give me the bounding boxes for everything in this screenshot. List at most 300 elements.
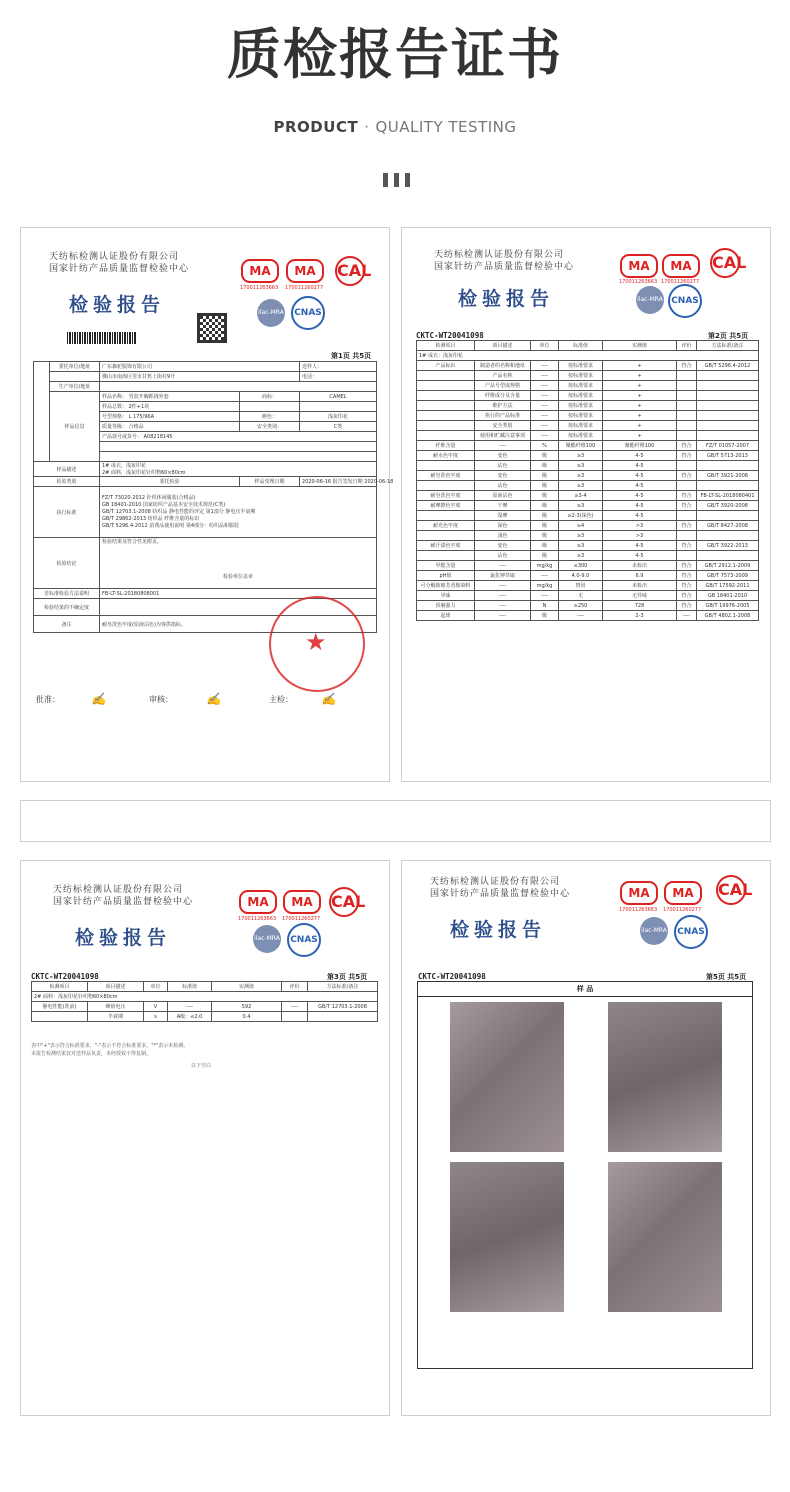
table-cell xyxy=(32,1012,88,1022)
table-cell xyxy=(677,381,697,391)
approve-label: 批准： xyxy=(36,695,60,704)
page-3-results-table: 检测项目 项目描述 单位 标准值 实测值 评价 方法标准/备注 2# 面料：浅灰印花针织物60×80cm 静电性能(洗前) 峰值电压 V ---- 592 ---- GB/T 12703.1-2008 半衰期 s A级：≤2.0 0.4 xyxy=(31,981,378,1022)
table-cell: ---- xyxy=(475,591,531,601)
page-2-results-table: 检测项目 项目描述 单位 标准值 实测值 评价 方法标准/备注 1# 成衣：浅灰印花 产品标识 制造者的名称和地址 ---- 按标准要求 + 符合 GB/T 5296.4-2012 产品名称 ---- 按标准要求 + 产品号型或规格 ---- 按标准要求 + 纤维成分及含量 ---- 按标准要求 + 维护方法 ---- 按标准要求 + 执行的产品标准 ---- 按标准要求 + 安全类别 ---- 按标准要求 + 使用和贮藏注意事项 ---- 按标准要求 + 纤维含量 ---- % 聚酯纤维100 聚酯纤维100 符合 FZ/T 01057-2007 耐水色牢度 变色 级 ≥3 4-5 符合 GB/T 5713-2013 沾色 级 ≥3 4-5 耐皂洗色牢度 变色 级 ≥3 4-5 符合 GB/T 3921-2008 沾色 级 ≥3 4-5 耐皂洗色牢度 原液沾色 级 ≥3-4 4-5 符合 FB-LT-SL-2018080401 耐摩擦色牢度 干摩 级 ≥3 4-5 符合 GB/T 3920-2008 湿摩 级 ≥2-3(深色) 4-5 耐光色牢度 深色 级 ≥4 >3 符合 GB/T 8427-2008 浅色 级 ≥3 >3 耐汗渍色牢度 变色 级 ≥3 4-5 符合 GB/T 3922-2013 沾色 级 ≥3 4-5 甲醛含量 ---- mg/kg ≤300 未检出 符合 GB/T 2912.1-2009 pH值 氯化钾萃取 ---- 4.0-9.0 6.9 符合 GB/T 7573-2009 可分解致癌芳香胺染料 ---- mg/kg 禁用 未检出 符合 GB/T 17592-2011 异味 ---- ---- 无 无异味 符合 GB 18401-2010 顶破强力 ---- N ≥250 728 符合 GB/T 19976-2005 起球 ---- 级 ---- 2-3 ---- GB/T 4802.1-2008 xyxy=(416,340,759,621)
table-cell: + xyxy=(603,401,677,411)
table-cell xyxy=(697,381,759,391)
table-cell: 4-5 xyxy=(603,501,677,511)
standards-list: FZ/T 73020-2012 针织休闲服装(合格品) GB 18401-2010 国家纺织产品基本安全技术规范(C类) GB/T 12703.1-2008 纺织品 静电性能的评定 第1部分 静电压半衰期 GB/T 29862-2013 纺织品 纤维含量的标识 GB/T 5296.4-2012 消费品使用说明 第4部分：纺织品和服装 xyxy=(100,487,377,538)
table-cell: GB/T 12703.1-2008 xyxy=(308,1002,378,1012)
table-cell: 静电性能(洗前) xyxy=(32,1002,88,1012)
table-cell: 按标准要求 xyxy=(559,361,603,371)
table-cell: ---- xyxy=(282,1002,308,1012)
table-cell: GB/T 7573-2009 xyxy=(697,571,759,581)
table-cell: ≥3 xyxy=(559,471,603,481)
table-row xyxy=(417,411,759,421)
cal-logo-icon: CAL xyxy=(716,875,746,905)
sample-photo-fabric-signed xyxy=(608,1162,722,1312)
cnas-logo-icon: CNAS xyxy=(674,915,708,949)
table-cell: 级 xyxy=(531,491,559,501)
table-cell: 级 xyxy=(531,461,559,471)
table-cell: 符合 xyxy=(677,591,697,601)
table-cell: 2-3 xyxy=(603,611,677,621)
sample-header: 样 品 xyxy=(418,982,752,997)
table-cell: ≥3 xyxy=(559,551,603,561)
table-cell: 变色 xyxy=(475,541,531,551)
table-cell xyxy=(417,461,475,471)
end-marker: 以下空白 xyxy=(191,1063,212,1069)
table-cell: + xyxy=(603,421,677,431)
table-cell: 按标准要求 xyxy=(559,391,603,401)
ilac-logo-icon: ilac-MRA xyxy=(253,925,281,953)
table-cell: 符合 xyxy=(677,581,697,591)
table-cell xyxy=(697,461,759,471)
table-cell: ≥3 xyxy=(559,541,603,551)
table-cell xyxy=(677,531,697,541)
table-cell: 4-5 xyxy=(603,541,677,551)
table-cell: 按标准要求 xyxy=(559,411,603,421)
table-cell: ≤300 xyxy=(559,561,603,571)
table-cell: 级 xyxy=(531,471,559,481)
table-cell: 氯化钾萃取 xyxy=(475,571,531,581)
table-cell: 4-5 xyxy=(603,551,677,561)
cma-logo-icon: MA xyxy=(283,890,321,914)
table-cell: 未检出 xyxy=(603,561,677,571)
table-cell xyxy=(677,411,697,421)
table-cell: GB/T 2912.1-2009 xyxy=(697,561,759,571)
table-cell: ---- xyxy=(531,571,559,581)
table-cell: 按标准要求 xyxy=(559,431,603,441)
table-cell xyxy=(417,421,475,431)
table-cell: + xyxy=(603,361,677,371)
table-cell xyxy=(677,391,697,401)
table-cell: ---- xyxy=(168,1002,212,1012)
table-cell: GB/T 8427-2008 xyxy=(697,521,759,531)
qr-code-icon xyxy=(197,313,227,343)
report-page-3-panel xyxy=(20,860,390,1416)
table-cell: pH值 xyxy=(417,571,475,581)
table-cell: mg/kg xyxy=(531,581,559,591)
table-cell: 纤维含量 xyxy=(417,441,475,451)
table-cell xyxy=(417,551,475,561)
table-cell xyxy=(697,371,759,381)
table-cell: 制造者的名称和地址 xyxy=(475,361,531,371)
cma-number: 170011263663 xyxy=(619,279,658,285)
table-cell: 聚酯纤维100 xyxy=(559,441,603,451)
table-row xyxy=(417,391,759,401)
cma-logo-icon: MA xyxy=(664,881,702,905)
table-cell: 未检出 xyxy=(603,581,677,591)
table-cell: ---- xyxy=(475,441,531,451)
table-cell: ≥2-3(深色) xyxy=(559,511,603,521)
table-row xyxy=(417,471,759,481)
table-cell: 符合 xyxy=(677,561,697,571)
org-name: 天纺标检测认证股份有限公司 国家针纺产品质量监督检验中心 xyxy=(430,877,571,899)
table-cell: 起球 xyxy=(417,611,475,621)
table-row xyxy=(32,1002,378,1012)
table-cell: 符合 xyxy=(677,471,697,481)
table-row xyxy=(417,501,759,511)
table-cell: ---- xyxy=(475,581,531,591)
report-code: CKTC-WT20041098 xyxy=(31,972,99,981)
table-row xyxy=(417,491,759,501)
table-cell: V xyxy=(144,1002,168,1012)
org-name: 天纺标检测认证股份有限公司 国家针纺产品质量监督检验中心 xyxy=(53,885,194,907)
table-cell: GB/T 5296.4-2012 xyxy=(697,361,759,371)
table-cell: 级 xyxy=(531,531,559,541)
table-cell: ---- xyxy=(475,601,531,611)
review-label: 审核： xyxy=(149,695,173,704)
table-cell: 沾色 xyxy=(475,481,531,491)
table-cell: 产品标识 xyxy=(417,361,475,371)
table-cell xyxy=(677,511,697,521)
table-cell: ---- xyxy=(475,611,531,621)
table-cell: 可分解致癌芳香胺染料 xyxy=(417,581,475,591)
table-cell xyxy=(677,421,697,431)
table-cell xyxy=(697,511,759,521)
report-title: 检验报告 xyxy=(69,294,166,316)
report-page-5 xyxy=(414,871,760,1376)
table-cell: 符合 xyxy=(677,491,697,501)
cal-logo-icon: CAL xyxy=(329,887,359,917)
table-cell: 异味 xyxy=(417,591,475,601)
subtitle-quality-testing: QUALITY TESTING xyxy=(375,118,517,136)
table-cell: 执行的产品标准 xyxy=(475,411,531,421)
table-cell: 半衰期 xyxy=(88,1012,144,1022)
sample-photo-tag-detail xyxy=(450,1162,564,1312)
table-row xyxy=(417,401,759,411)
table-cell: N xyxy=(531,601,559,611)
barcode-icon xyxy=(67,332,137,344)
report-code: CKTC-WT20041098 xyxy=(416,331,484,340)
table-cell: 产品名称 xyxy=(475,371,531,381)
page-1-form-table: 委托单位/地址 广东森驼服饰有限公司 送样人： 佛山市南海区里水甘蕉上街村9号 电话： 生产单位/地址 样品信息 样品名称： 男款开胸抓绒外套 商标： CAMEL 样品总数： 2件+1块 号型规格： L 175/96A 颜色： 浅灰印花 质量等级： 合格品 安全类别： C类 产品款号或货号： A08218145 样品描述 1# 成衣，浅灰印花 2# 面料，浅灰印花针织物60×80cm 检验类别 委托检验 样品受理日期 2020-06-16 报告签发日期 2020-06-18 执行标准 FZ/T 73020-2012 针织休闲服装(合格品) GB 18401-2010 国家纺织产品基本安全技术规范(C类) GB/T 12703.1-2008 纺织品 静电性能的评定 第1部分 静电压半衰期 GB/T 29862-2013 纺织品 纤维含量的标识 GB/T 5296.4-2012 消费品使用说明 第4部分：纺织品和服装 检验结论 检验结果及符合性见附页。 检验单位盖章 非标准检验方法说明 FB-LT-SL-20180808001 检验结果的不确定度 备注 耐皂洗色牢度(原液沾色)为客供指标。 xyxy=(33,361,377,633)
table-cell xyxy=(677,401,697,411)
table-cell: + xyxy=(603,411,677,421)
table-cell: 维护方法 xyxy=(475,401,531,411)
table-row xyxy=(417,611,759,621)
cma-number: 170011260277 xyxy=(663,907,702,913)
table-cell: 4-5 xyxy=(603,491,677,501)
table-cell: 深色 xyxy=(475,521,531,531)
table-cell: 级 xyxy=(531,451,559,461)
signature: ✍ xyxy=(206,692,221,706)
table-row xyxy=(417,571,759,581)
table-cell xyxy=(282,1012,308,1022)
table-cell: 4-5 xyxy=(603,481,677,491)
table-row xyxy=(417,531,759,541)
cma-logo-icon: MA xyxy=(620,254,658,278)
table-cell: 符合 xyxy=(677,541,697,551)
table-cell xyxy=(677,461,697,471)
table-row xyxy=(417,371,759,381)
table-cell: 4-5 xyxy=(603,451,677,461)
table-cell: ≥4 xyxy=(559,521,603,531)
cnas-logo-icon: CNAS xyxy=(287,923,321,957)
cma-logo-icon: MA xyxy=(286,259,324,283)
table-cell: ≥3 xyxy=(559,451,603,461)
table-cell xyxy=(417,411,475,421)
sample-photo-label-tags xyxy=(608,1002,722,1152)
page-number: 第5页 共5页 xyxy=(706,973,747,981)
table-row xyxy=(417,581,759,591)
table-cell: 592 xyxy=(212,1002,282,1012)
table-cell xyxy=(697,531,759,541)
page-number: 第3页 共5页 xyxy=(327,973,368,981)
cma-logo-icon: MA xyxy=(662,254,700,278)
table-cell: GB/T 3920-2008 xyxy=(697,501,759,511)
table-cell: 符合 xyxy=(677,521,697,531)
table-cell: ---- xyxy=(531,591,559,601)
subtitle-dot: · xyxy=(364,118,370,136)
table-cell xyxy=(697,401,759,411)
report-page-2 xyxy=(414,244,760,749)
table-cell: 符合 xyxy=(677,441,697,451)
table-cell: ≥250 xyxy=(559,601,603,611)
table-cell: ---- xyxy=(531,381,559,391)
table-cell: 符合 xyxy=(677,501,697,511)
table-cell xyxy=(308,1012,378,1022)
signature: ✍ xyxy=(91,692,106,706)
table-cell xyxy=(417,481,475,491)
table-cell: 级 xyxy=(531,481,559,491)
table-cell: GB/T 4802.1-2008 xyxy=(697,611,759,621)
table-cell: 无异味 xyxy=(603,591,677,601)
table-cell: ---- xyxy=(531,361,559,371)
table-cell: % xyxy=(531,441,559,451)
cma-number: 170011263663 xyxy=(240,285,279,291)
report-page-2-panel xyxy=(401,227,771,782)
table-row xyxy=(417,551,759,561)
report-page-1 xyxy=(31,246,394,706)
table-cell xyxy=(697,431,759,441)
table-cell xyxy=(677,431,697,441)
table-cell: 纤维成分及含量 xyxy=(475,391,531,401)
table-cell: ---- xyxy=(531,431,559,441)
table-cell: 湿摩 xyxy=(475,511,531,521)
table-row xyxy=(417,591,759,601)
table-row xyxy=(417,541,759,551)
table-cell: 级 xyxy=(531,501,559,511)
table-cell: ≥3 xyxy=(559,501,603,511)
signature: ✍ xyxy=(321,692,336,706)
footnote: 本报告检测结果仅对送样品负责，未经授权不得复制。 xyxy=(31,1051,152,1057)
ilac-logo-icon: ilac-MRA xyxy=(640,917,668,945)
table-cell: 耐摩擦色牢度 xyxy=(417,501,475,511)
report-code: CKTC-WT20041098 xyxy=(418,972,486,981)
check-label: 主检： xyxy=(269,695,293,704)
cma-logo-icon: MA xyxy=(241,259,279,283)
table-cell: ≥3 xyxy=(559,531,603,541)
table-cell: A级：≤2.0 xyxy=(168,1012,212,1022)
table-cell: ---- xyxy=(531,391,559,401)
table-cell: + xyxy=(603,371,677,381)
table-cell: 0.4 xyxy=(212,1012,282,1022)
table-cell: 符合 xyxy=(677,361,697,371)
page-title: 质检报告证书 xyxy=(227,23,563,86)
cnas-logo-icon: CNAS xyxy=(291,296,325,330)
table-cell xyxy=(417,431,475,441)
table-cell: 级 xyxy=(531,611,559,621)
table-row xyxy=(417,481,759,491)
table-cell: 耐光色牢度 xyxy=(417,521,475,531)
table-cell: + xyxy=(603,391,677,401)
table-row xyxy=(417,511,759,521)
table-cell: 聚酯纤维100 xyxy=(603,441,677,451)
cal-logo-icon: CAL xyxy=(335,256,365,286)
report-page-1-panel xyxy=(20,227,394,782)
subtitle-product: PRODUCT xyxy=(273,118,359,136)
red-seal-stamp: ★ xyxy=(269,596,365,692)
table-row xyxy=(417,381,759,391)
table-cell: GB/T 3921-2008 xyxy=(697,471,759,481)
table-cell: 耐皂洗色牢度 xyxy=(417,471,475,481)
page-number: 第2页 共5页 xyxy=(708,332,749,340)
cma-number: 170011260277 xyxy=(285,285,324,291)
table-cell: 峰值电压 xyxy=(88,1002,144,1012)
table-cell: 4-5 xyxy=(603,461,677,471)
table-cell xyxy=(677,371,697,381)
report-page-5-panel xyxy=(401,860,771,1416)
table-cell: ---- xyxy=(475,561,531,571)
separator-strip xyxy=(20,800,771,842)
table-cell: GB/T 5713-2013 xyxy=(697,451,759,461)
cma-number: 170011263663 xyxy=(619,907,658,913)
cma-number: 170011263663 xyxy=(238,916,277,922)
table-cell xyxy=(697,391,759,401)
table-cell: >3 xyxy=(603,521,677,531)
table-cell: 使用和贮藏注意事项 xyxy=(475,431,531,441)
table-cell: 级 xyxy=(531,521,559,531)
table-row xyxy=(417,451,759,461)
table-row xyxy=(417,461,759,471)
table-cell: 4-5 xyxy=(603,471,677,481)
table-cell: 4.0-9.0 xyxy=(559,571,603,581)
table-cell: 6.9 xyxy=(603,571,677,581)
table-row xyxy=(417,601,759,611)
cma-number: 170011260277 xyxy=(661,279,700,285)
sample-photo-frame xyxy=(417,981,753,1369)
table-cell xyxy=(697,411,759,421)
ilac-logo-icon: ilac-MRA xyxy=(636,286,664,314)
table-cell: 按标准要求 xyxy=(559,371,603,381)
table-cell: 符合 xyxy=(677,571,697,581)
table-cell: 变色 xyxy=(475,471,531,481)
cnas-logo-icon: CNAS xyxy=(668,284,702,318)
table-cell xyxy=(417,381,475,391)
table-cell xyxy=(697,481,759,491)
table-cell: 按标准要求 xyxy=(559,381,603,391)
report-page-3 xyxy=(31,879,377,1079)
table-cell: 干摩 xyxy=(475,501,531,511)
table-cell: 728 xyxy=(603,601,677,611)
cma-logo-icon: MA xyxy=(620,881,658,905)
table-cell: mg/kg xyxy=(531,561,559,571)
table-cell xyxy=(677,551,697,561)
table-cell: FB-LT-SL-2018080401 xyxy=(697,491,759,501)
table-cell xyxy=(417,371,475,381)
table-row xyxy=(417,441,759,451)
org-name: 天纺标检测认证股份有限公司 国家针纺产品质量监督检验中心 xyxy=(434,250,575,272)
table-cell: 禁用 xyxy=(559,581,603,591)
table-row xyxy=(32,1012,378,1022)
table-cell xyxy=(417,401,475,411)
table-cell: 按标准要求 xyxy=(559,421,603,431)
table-cell: 符合 xyxy=(677,601,697,611)
table-row xyxy=(417,561,759,571)
table-cell: 级 xyxy=(531,511,559,521)
table-cell: GB/T 17592-2011 xyxy=(697,581,759,591)
table-cell: 耐汗渍色牢度 xyxy=(417,541,475,551)
sample-photo-garments xyxy=(450,1002,564,1152)
table-cell: 沾色 xyxy=(475,551,531,561)
table-cell: ≥3 xyxy=(559,461,603,471)
table-cell: 级 xyxy=(531,541,559,551)
table-cell: 甲醛含量 xyxy=(417,561,475,571)
table-row xyxy=(417,421,759,431)
table-cell: 沾色 xyxy=(475,461,531,471)
table-cell: FZ/T 01057-2007 xyxy=(697,441,759,451)
org-name: 天纺标检测认证股份有限公司 国家针纺产品质量监督检验中心 xyxy=(49,252,190,274)
table-cell xyxy=(677,481,697,491)
report-title: 检验报告 xyxy=(450,919,547,941)
table-cell xyxy=(697,421,759,431)
cma-number: 170011260277 xyxy=(282,916,321,922)
table-cell: 级 xyxy=(531,551,559,561)
report-title: 检验报告 xyxy=(458,288,555,310)
decorative-bars-icon xyxy=(383,173,411,187)
table-cell: 浅色 xyxy=(475,531,531,541)
table-cell xyxy=(697,551,759,561)
ilac-logo-icon: ilac-MRA xyxy=(257,299,285,327)
table-cell xyxy=(417,511,475,521)
table-cell: 顶破强力 xyxy=(417,601,475,611)
table-cell: 按标准要求 xyxy=(559,401,603,411)
table-cell: ---- xyxy=(531,401,559,411)
table-cell: GB 18401-2010 xyxy=(697,591,759,601)
table-row xyxy=(417,361,759,371)
table-row xyxy=(417,431,759,441)
table-cell: ---- xyxy=(531,421,559,431)
table-cell xyxy=(417,391,475,401)
table-row xyxy=(417,521,759,531)
table-cell: 变色 xyxy=(475,451,531,461)
table-cell: 安全类别 xyxy=(475,421,531,431)
table-cell: ---- xyxy=(531,411,559,421)
table-cell: 原液沾色 xyxy=(475,491,531,501)
table-cell: + xyxy=(603,381,677,391)
page-subtitle xyxy=(0,118,790,136)
table-cell: ≥3 xyxy=(559,481,603,491)
table-cell: ≥3-4 xyxy=(559,491,603,501)
table-cell: 4-5 xyxy=(603,511,677,521)
table-cell: + xyxy=(603,431,677,441)
table-cell: s xyxy=(144,1012,168,1022)
table-cell: 耐水色牢度 xyxy=(417,451,475,461)
table-cell: ---- xyxy=(677,611,697,621)
table-cell: GB/T 3922-2013 xyxy=(697,541,759,551)
cma-logo-icon: MA xyxy=(239,890,277,914)
table-cell: >3 xyxy=(603,531,677,541)
page-number: 第1页 共5页 xyxy=(331,352,372,360)
table-cell: ---- xyxy=(559,611,603,621)
table-cell: 符合 xyxy=(677,451,697,461)
cal-logo-icon: CAL xyxy=(710,248,740,278)
table-cell: 耐皂洗色牢度 xyxy=(417,491,475,501)
footnote: 表中"+"表示符合标准要求，"-"表示不符合标准要求，"*"表示未检测。 xyxy=(31,1043,189,1049)
table-cell xyxy=(417,531,475,541)
table-cell: ---- xyxy=(531,371,559,381)
